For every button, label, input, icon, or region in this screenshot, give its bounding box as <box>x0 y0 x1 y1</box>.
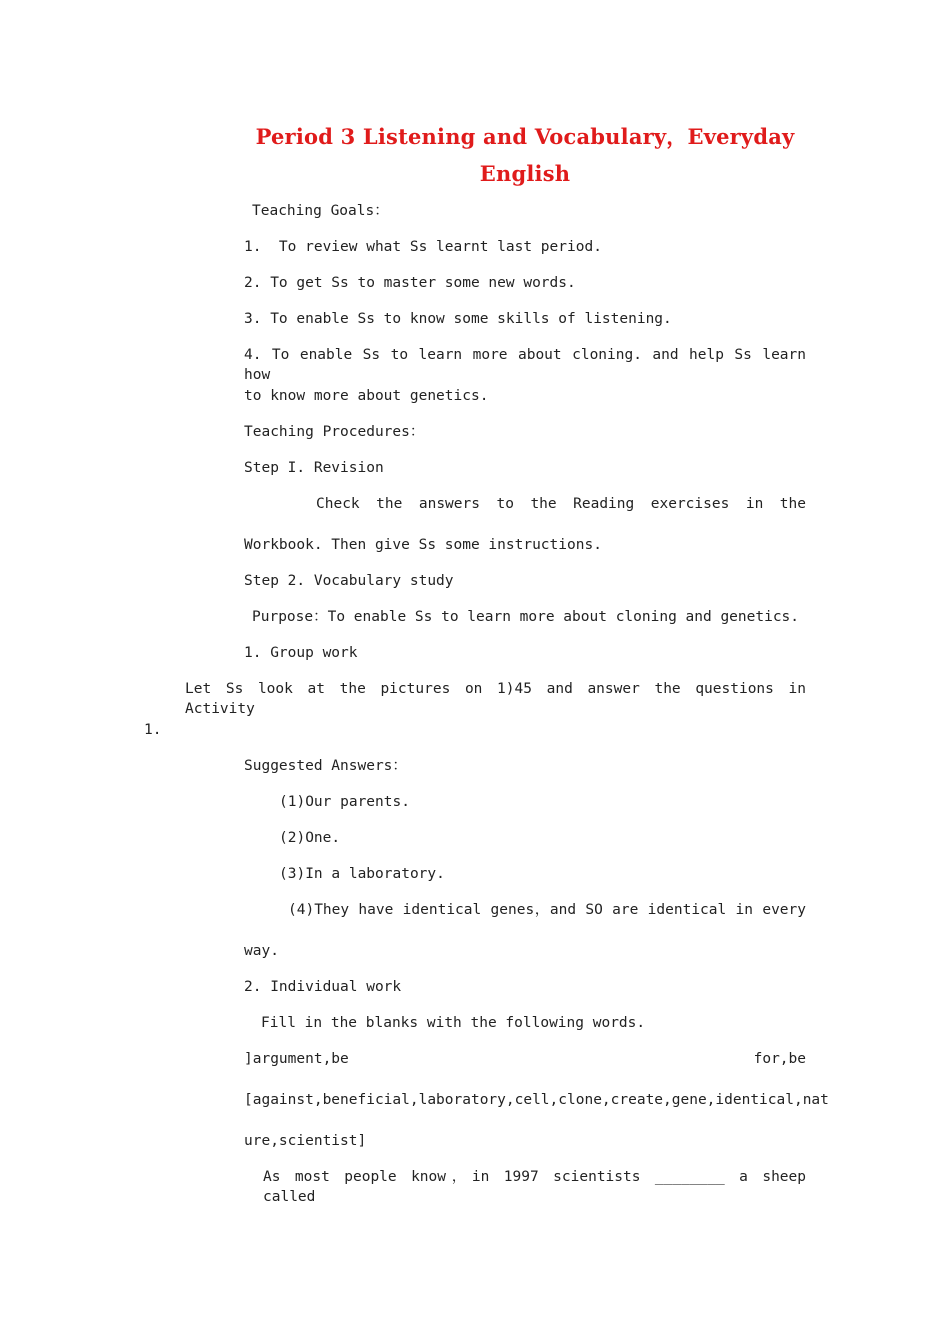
suggested-answers-heading: Suggested Answers： <box>244 758 407 774</box>
goal-item-2: 2. To get Ss to master some new words. <box>244 275 576 291</box>
answer-2: (2)One. <box>279 830 341 846</box>
cloze-passage-line: As most people know，in 1997 scientists ________ a sheep called <box>263 1169 806 1205</box>
answer-4-continued: way. <box>244 943 279 959</box>
goal-item-3: 3. To enable Ss to know some skills of listening. <box>244 311 672 327</box>
answer-4: (4)They have identical genes，and SO are identical in every <box>288 902 806 918</box>
word-list-line-2: [against,beneficial,laboratory,cell,clone,create,gene,identical,nat <box>244 1092 829 1108</box>
group-work-instruction-continued: 1. <box>144 722 162 738</box>
goal-item-4: 4. To enable Ss to learn more about cloning. and help Ss learn how <box>244 347 806 383</box>
group-work-heading: 1. Group work <box>244 645 358 661</box>
word-list-left: ]argument,be <box>244 1051 349 1067</box>
word-list-line-1 <box>244 1049 806 1069</box>
document-title: Period 3 Listening and Vocabulary，Everyday <box>255 124 795 149</box>
individual-work-instruction: Fill in the blanks with the following words. <box>261 1015 646 1031</box>
answer-1: (1)Our parents. <box>279 794 410 810</box>
step-1-heading: Step I. Revision <box>244 460 384 476</box>
answer-3: (3)In a laboratory. <box>279 866 445 882</box>
goal-item-1: 1. To review what Ss learnt last period. <box>244 239 602 255</box>
document-title-continued: English <box>479 161 571 186</box>
goal-item-4-continued: to know more about genetics. <box>244 388 489 404</box>
step-2-purpose: Purpose：To enable Ss to learn more about cloning and genetics. <box>252 609 800 625</box>
teaching-goals-heading: Teaching Goals： <box>252 203 389 219</box>
word-list-right: for,be <box>753 1051 806 1067</box>
step-1-text-continued: Workbook. Then give Ss some instructions. <box>244 537 602 553</box>
step-2-heading: Step 2. Vocabulary study <box>244 573 454 589</box>
individual-work-heading: 2. Individual work <box>244 979 402 995</box>
procedures-heading: Teaching Procedures： <box>244 424 425 440</box>
word-list-line-3: ure,scientist] <box>244 1133 367 1149</box>
step-1-text: Check the answers to the Reading exercises in the <box>316 496 806 512</box>
group-work-instruction: Let Ss look at the pictures on 1)45 and answer the questions in Activity <box>185 681 806 717</box>
